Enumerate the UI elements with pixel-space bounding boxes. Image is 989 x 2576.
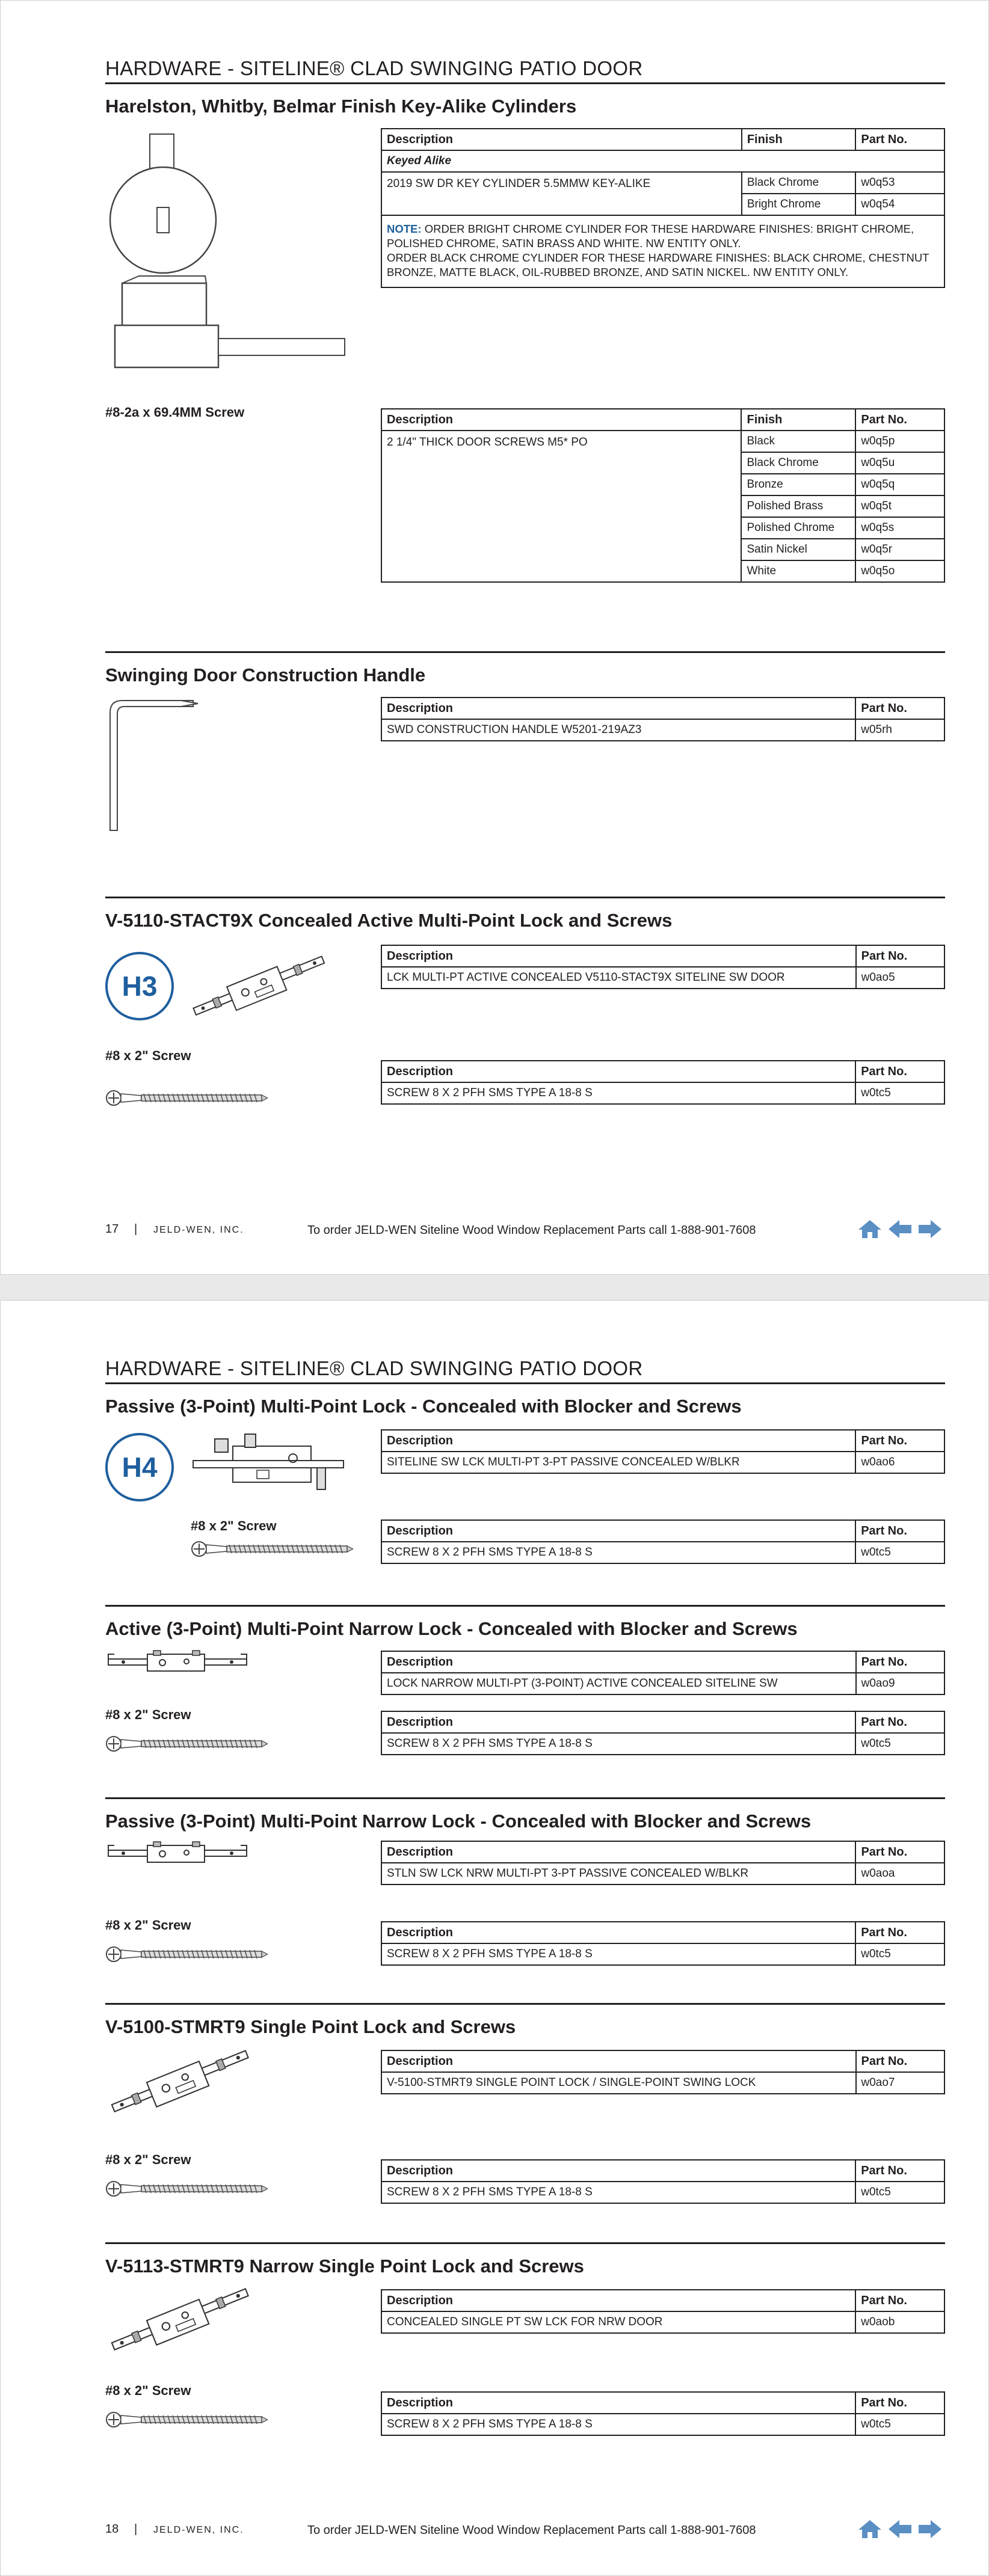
cell-part: w0q5t — [855, 495, 944, 517]
footer-text: To order JELD-WEN Siteline Wood Window Replacement Parts call 1-888-901-7608 — [307, 2524, 756, 2537]
narrow-active-lock-table — [381, 1651, 945, 1695]
screw-illustration — [191, 1540, 353, 1558]
col-description: Description — [381, 1922, 855, 1943]
col-part-no: Part No. — [855, 698, 944, 719]
narrow-passive-lock-illustration — [105, 1837, 250, 1873]
col-description: Description — [381, 409, 741, 431]
table-note — [381, 215, 944, 287]
passive-lock-illustration — [191, 1428, 347, 1506]
cell-finish: Polished Brass — [741, 495, 855, 517]
cell-part: w0ao5 — [856, 967, 944, 989]
col-part-no: Part No. — [855, 1922, 944, 1943]
cell-description: SCREW 8 X 2 PFH SMS TYPE A 18-8 S — [381, 2182, 855, 2203]
section-rule — [105, 897, 945, 898]
door-screws-table — [381, 408, 945, 583]
note-line-1: ORDER BRIGHT CHROME CYLINDER FOR THESE HARDWARE FINISHES: BRIGHT CHROME, POLISHED CHROME, SATIN BRASS AND WHITE. NW ENTITY ONLY. — [387, 222, 914, 250]
table-subheading: Keyed Alike — [381, 150, 944, 172]
page-18 — [0, 1300, 989, 2576]
col-part-no: Part No. — [855, 2392, 944, 2414]
cell-part: w0ao7 — [856, 2072, 945, 2094]
cell-part: w0tc5 — [855, 1542, 944, 1563]
cell-part: w0q5p — [855, 431, 944, 452]
col-description: Description — [381, 1651, 856, 1673]
cylinder-parts-table — [381, 128, 945, 288]
screw-table — [381, 1060, 945, 1105]
company-name: JELD-WEN, INC. — [153, 2525, 244, 2535]
page-17 — [0, 0, 989, 1275]
footer-separator: | — [134, 1222, 138, 1236]
page-number: 17 — [105, 1222, 119, 1236]
cell-part: w0q5r — [855, 539, 944, 560]
col-part-no: Part No. — [856, 2050, 945, 2072]
cell-finish: White — [741, 560, 855, 582]
col-part-no: Part No. — [855, 1430, 944, 1452]
screw-table — [381, 1520, 945, 1564]
col-description: Description — [381, 129, 742, 150]
cell-part: w0q54 — [855, 194, 944, 215]
narrow-lock-illustration — [105, 1646, 250, 1682]
cell-description: 2019 SW DR KEY CYLINDER 5.5MMW KEY-ALIKE — [381, 172, 742, 215]
page-header: HARDWARE - SITELINE® CLAD SWINGING PATIO DOOR — [105, 1357, 643, 1379]
section-rule — [105, 1605, 945, 1607]
cell-description: SCREW 8 X 2 PFH SMS TYPE A 18-8 S — [381, 1082, 855, 1104]
passive-lock-table — [381, 1429, 945, 1474]
screw-illustration — [105, 1945, 268, 1963]
key-cylinder-illustration — [109, 133, 362, 385]
screw-illustration — [105, 1735, 268, 1753]
cell-finish: Polished Chrome — [741, 517, 855, 539]
section-rule — [105, 651, 945, 653]
col-description: Description — [381, 1430, 855, 1452]
home-icon[interactable] — [857, 2519, 883, 2539]
section-title: Passive (3-Point) Multi-Point Lock - Concealed with Blocker and Screws — [105, 1396, 742, 1417]
col-description: Description — [381, 2160, 855, 2182]
screw-caption: #8 x 2" Screw — [105, 2383, 191, 2398]
section-title: Swinging Door Construction Handle — [105, 664, 426, 685]
narrow-passive-lock-table — [381, 1841, 945, 1885]
cell-part: w0q5s — [855, 517, 944, 539]
col-part-no: Part No. — [856, 945, 944, 967]
arrow-left-icon[interactable] — [887, 2519, 913, 2539]
col-description: Description — [381, 945, 856, 967]
col-description: Description — [381, 2050, 856, 2072]
cell-finish: Black — [741, 431, 855, 452]
cell-part: w0q5q — [855, 474, 944, 495]
screw-table — [381, 2391, 945, 2436]
cell-description: 2 1/4" THICK DOOR SCREWS M5* PO — [381, 431, 741, 582]
screw-illustration — [105, 2411, 268, 2429]
cell-description: SCREW 8 X 2 PFH SMS TYPE A 18-8 S — [381, 1542, 855, 1563]
cell-finish: Bronze — [741, 474, 855, 495]
screw-caption: #8-2a x 69.4MM Screw — [105, 405, 245, 420]
screw-table — [381, 1921, 945, 1966]
col-part-no: Part No. — [855, 1061, 944, 1082]
cell-description: STLN SW LCK NRW MULTI-PT 3-PT PASSIVE CONCEALED W/BLKR — [381, 1863, 855, 1884]
cell-description: CONCEALED SINGLE PT SW LCK FOR NRW DOOR — [381, 2311, 855, 2333]
cell-finish: Satin Nickel — [741, 539, 855, 560]
screw-table — [381, 2159, 945, 2204]
col-part-no: Part No. — [855, 409, 944, 431]
col-part-no: Part No. — [855, 1841, 944, 1863]
section-title: V-5110-STACT9X Concealed Active Multi-Point Lock and Screws — [105, 910, 673, 931]
single-point-lock-illustration — [105, 2046, 256, 2118]
cell-description: LOCK NARROW MULTI-PT (3-POINT) ACTIVE CONCEALED SITELINE SW — [381, 1673, 856, 1694]
badge-h4: H4 — [105, 1433, 174, 1501]
arrow-left-icon[interactable] — [887, 1219, 913, 1239]
note-line-2: ORDER BLACK CHROME CYLINDER FOR THESE HARDWARE FINISHES: BLACK CHROME, CHESTNUT BRONZE, MATTE BLACK, OIL-RUBBED BRONZE, AND SATIN NICKEL. NW ENTITY ONLY. — [387, 251, 929, 278]
cell-description: SCREW 8 X 2 PFH SMS TYPE A 18-8 S — [381, 2414, 855, 2435]
page-header: HARDWARE - SITELINE® CLAD SWINGING PATIO DOOR — [105, 57, 643, 79]
col-description: Description — [381, 1711, 855, 1733]
section-rule — [105, 1797, 945, 1799]
cell-part: w0tc5 — [855, 1082, 944, 1104]
screw-caption: #8 x 2" Screw — [105, 1918, 191, 1933]
cell-description: V-5100-STMRT9 SINGLE POINT LOCK / SINGLE-POINT SWING LOCK — [381, 2072, 856, 2094]
col-part-no: Part No. — [855, 1520, 944, 1542]
cell-description: LCK MULTI-PT ACTIVE CONCEALED V5110-STACT9X SITELINE SW DOOR — [381, 967, 856, 989]
screw-illustration — [105, 1089, 268, 1107]
section-title: V-5113-STMRT9 Narrow Single Point Lock and Screws — [105, 2256, 584, 2277]
narrow-single-point-lock-table — [381, 2289, 945, 2334]
col-part-no: Part No. — [855, 1711, 944, 1733]
cell-description: SWD CONSTRUCTION HANDLE W5201-219AZ3 — [381, 719, 855, 741]
screw-illustration — [105, 2180, 268, 2198]
construction-handle-table — [381, 697, 945, 741]
cell-description: SITELINE SW LCK MULTI-PT 3-PT PASSIVE CONCEALED W/BLKR — [381, 1452, 855, 1473]
single-point-lock-table — [381, 2050, 945, 2094]
col-description: Description — [381, 1061, 855, 1082]
header-rule — [105, 82, 945, 84]
cell-part: w0ao6 — [855, 1452, 944, 1473]
cell-description: SCREW 8 X 2 PFH SMS TYPE A 18-8 S — [381, 1733, 855, 1755]
col-part-no: Part No. — [855, 2160, 944, 2182]
cell-part: w05rh — [855, 719, 944, 741]
cell-part: w0tc5 — [855, 2182, 944, 2203]
cell-finish: Black Chrome — [741, 452, 855, 474]
col-description: Description — [381, 1841, 855, 1863]
cell-part: w0aoa — [855, 1863, 944, 1884]
header-rule — [105, 1382, 945, 1384]
cell-part: w0q5o — [855, 560, 944, 582]
construction-handle-illustration — [103, 692, 199, 836]
cell-description: SCREW 8 X 2 PFH SMS TYPE A 18-8 S — [381, 1943, 855, 1965]
note-label: NOTE: — [387, 222, 422, 235]
cell-part: w0tc5 — [855, 1733, 944, 1755]
section-rule — [105, 2003, 945, 2005]
section-rule — [105, 2242, 945, 2244]
home-icon[interactable] — [857, 1219, 883, 1239]
section-title: Active (3-Point) Multi-Point Narrow Lock - Concealed with Blocker and Screws — [105, 1618, 798, 1639]
multi-point-lock-table — [381, 945, 945, 989]
arrow-right-icon[interactable] — [917, 2519, 943, 2539]
page-number: 18 — [105, 2522, 119, 2536]
col-description: Description — [381, 698, 855, 719]
section-title: V-5100-STMRT9 Single Point Lock and Screws — [105, 2016, 516, 2037]
cell-part: w0q53 — [855, 172, 944, 194]
narrow-single-point-lock-illustration — [105, 2284, 256, 2357]
footer-text: To order JELD-WEN Siteline Wood Window Replacement Parts call 1-888-901-7608 — [307, 1224, 756, 1237]
cell-part: w0tc5 — [855, 2414, 944, 2435]
screw-caption: #8 x 2" Screw — [105, 1707, 191, 1722]
col-part-no: Part No. — [855, 129, 944, 150]
section-title: Harelston, Whitby, Belmar Finish Key-Alike Cylinders — [105, 96, 577, 117]
badge-h3: H3 — [105, 952, 174, 1020]
cell-part: w0q5u — [855, 452, 944, 474]
cell-part: w0tc5 — [855, 1943, 944, 1965]
screw-caption: #8 x 2" Screw — [105, 1048, 191, 1063]
col-finish: Finish — [741, 409, 855, 431]
col-finish: Finish — [742, 129, 856, 150]
col-part-no: Part No. — [855, 2290, 944, 2311]
multi-point-lock-illustration — [187, 945, 331, 1029]
screw-caption: #8 x 2" Screw — [191, 1518, 277, 1533]
arrow-right-icon[interactable] — [917, 1219, 943, 1239]
col-description: Description — [381, 1520, 855, 1542]
cell-part: w0ao9 — [856, 1673, 944, 1694]
screw-caption: #8 x 2" Screw — [105, 2152, 191, 2167]
col-description: Description — [381, 2290, 855, 2311]
cell-part: w0aob — [855, 2311, 944, 2333]
footer-separator: | — [134, 2522, 138, 2536]
section-title: Passive (3-Point) Multi-Point Narrow Lock - Concealed with Blocker and Screws — [105, 1811, 812, 1832]
cell-finish: Black Chrome — [742, 172, 856, 194]
company-name: JELD-WEN, INC. — [153, 1225, 244, 1235]
screw-table — [381, 1711, 945, 1755]
col-part-no: Part No. — [856, 1651, 944, 1673]
col-description: Description — [381, 2392, 855, 2414]
cell-finish: Bright Chrome — [742, 194, 856, 215]
